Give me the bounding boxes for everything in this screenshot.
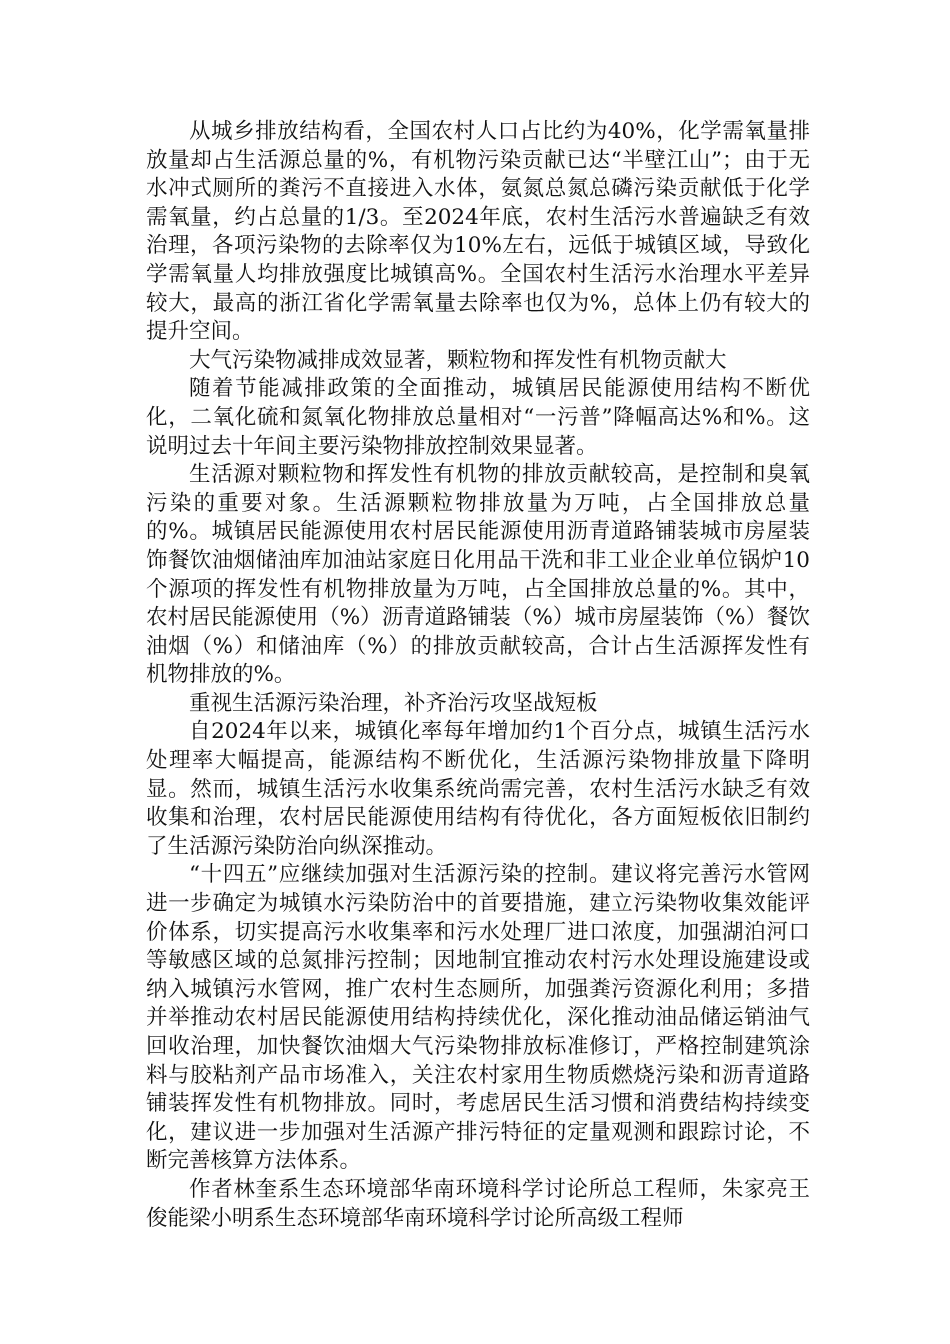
paragraph-author-info: 作者林奎系生态环境部华南环境科学讨论所总工程师，朱家亮王俊能梁小明系生态环境部华南环境科学讨论所高级工程师 (146, 1176, 810, 1231)
paragraph-14th-five-year-plan: “十四五”应继续加强对生活源污染的控制。建议将完善污水管网进一步确定为城镇水污染防治中的首要措施，建立污染物收集效能评价体系，切实提高污水收集率和污水处理厂进口浓度，加强湖泊河口等敏感区域的总氮排污控制；因地制宜推动农村污水处理设施建设或纳入城镇污水管网，推广农村生态厕所，加强粪污资源化利用；多措并举推动农村居民能源使用结构持续优化，深化推动油品储运销油气回收治理，加快餐饮油烟大气污染物排放标准修订，严格控制建筑涂料与胶粘剂产品市场准入，关注农村家用生物质燃烧污染和沥青道路铺装挥发性有机物排放。同时，考虑居民生活习惯和消费结构持续变化，建议进一步加强对生活源产排污特征的定量观测和跟踪讨论，不断完善核算方法体系。 (146, 862, 810, 1174)
paragraph-energy-structure: 随着节能减排政策的全面推动，城镇居民能源使用结构不断优化，二氧化硫和氮氧化物排放总量相对“一污普”降幅高达%和%。这说明过去十年间主要污染物排放控制效果显著。 (146, 376, 810, 459)
section-heading-pollution-control: 重视生活源污染治理，补齐治污攻坚战短板 (189, 690, 598, 716)
section-heading-air-pollutants: 大气污染物减排成效显著，颗粒物和挥发性有机物贡献大 (189, 347, 727, 373)
document-body (146, 118, 810, 1233)
paragraph-particulate-voc: 生活源对颗粒物和挥发性有机物的排放贡献较高，是控制和臭氧污染的重要对象。生活源颗粒物排放量为万吨，占全国排放总量的%。城镇居民能源使用农村居民能源使用沥青道路铺装城市房屋装饰餐饮油烟储油库加油站家庭日化用品干洗和非工业企业单位锅炉10个源项的挥发性有机物排放量为万吨，占全国排放总量的%。其中，农村居民能源使用（%）沥青道路铺装（%）城市房屋装饰（%）餐饮油烟（%）和储油库（%）的排放贡献较高，合计占生活源挥发性有机物排放的%。 (146, 462, 810, 688)
paragraph-rural-emission-structure: 从城乡排放结构看，全国农村人口占比约为40%，化学需氧量排放量却占生活源总量的%，有机物污染贡献已达“半壁江山”；由于无水冲式厕所的粪污不直接进入水体，氨氮总氮总磷污染贡献低于化学需氧量，约占总量的1/3。至2024年底，农村生活污水普遍缺乏有效治理，各项污染物的去除率仅为10%左右，远低于城镇区域，导致化学需氧量人均排放强度比城镇高%。全国农村生活污水治理水平差异较大，最高的浙江省化学需氧量去除率也仅为%，总体上仍有较大的提升空间。 (146, 119, 810, 345)
paragraph-urbanization: 自2024年以来，城镇化率每年增加约1个百分点，城镇生活污水处理率大幅提高，能源结构不断优化，生活源污染物排放量下降明显。然而，城镇生活污水收集系统尚需完善，农村生活污水缺乏有效收集和治理，农村居民能源使用结构有待优化，各方面短板依旧制约了生活源污染防治向纵深推动。 (146, 719, 810, 859)
